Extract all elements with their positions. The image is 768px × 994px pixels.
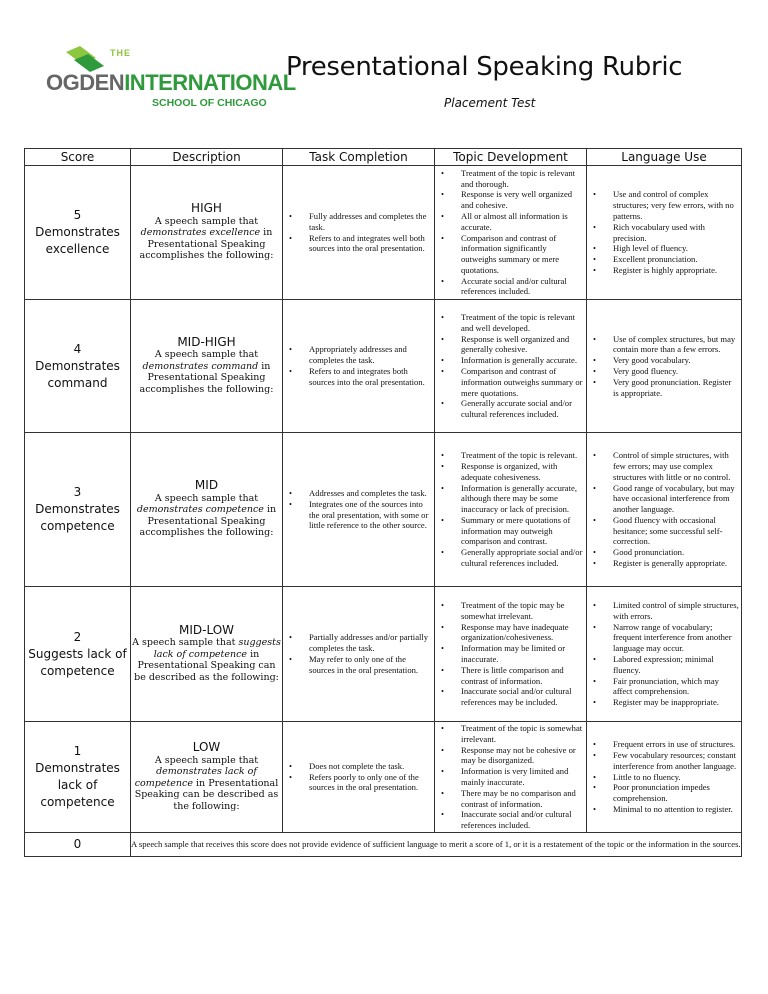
score-number: 4: [73, 341, 82, 356]
desc-text: in Presentational Speaking can be described as the following:: [134, 777, 279, 812]
list-item: • Labored expression; minimal fluency.: [613, 654, 739, 676]
list-item: • Good range of vocabulary, but may have occasional interference from another language.: [613, 483, 739, 515]
score-number: 5: [73, 208, 82, 222]
score-cell: [25, 300, 131, 433]
header-topic-development: Topic Development: [435, 149, 587, 166]
table-row: [25, 300, 742, 433]
desc-text: in Presentational Speaking accomplishes the following:: [139, 360, 274, 395]
score-number: 3: [73, 485, 82, 499]
list-item: • Register is generally appropriate.: [613, 558, 739, 569]
description-cell: [131, 433, 283, 587]
list-item: • Very good fluency.: [613, 366, 739, 377]
list-item: • Generally appropriate social and/or cultural references included.: [461, 547, 584, 569]
header-language-use: Language Use: [587, 149, 742, 166]
desc-text: in Presentational Speaking can be described as the following:: [134, 648, 279, 683]
task-completion-cell: [283, 166, 435, 300]
zero-score-description: A speech sample that receives this score does not provide evidence of sufficient language to merit a score of 1, or it is a restatement of the topic or the information in the sources.: [131, 833, 742, 857]
desc-text: in Presentational Speaking accomplishes the following:: [139, 227, 274, 262]
list-item: • Accurate social and/or cultural references included.: [461, 276, 584, 298]
score-label: Suggests lack of competence: [28, 646, 127, 678]
level-label: MID: [194, 478, 219, 493]
list-item: • Fully addresses and completes the task.: [309, 211, 432, 233]
list-item: • Control of simple structures, with few errors; may use complex structures with little or no control.: [613, 450, 739, 482]
rubric-table: [24, 148, 742, 857]
list-item: • Excellent pronunciation.: [613, 254, 739, 265]
list-item: • Information is generally accurate, although there may be some inaccuracy or lack of precision.: [461, 483, 584, 515]
language-use-cell: [587, 433, 742, 587]
list-item: • Minimal to no attention to register.: [613, 804, 739, 815]
header-row: [25, 149, 742, 166]
score-number: 2: [73, 629, 82, 644]
table-row: [25, 833, 742, 857]
desc-text: A speech sample that: [154, 215, 259, 227]
list-item: • Use and control of complex structures; very few errors, with no patterns.: [613, 189, 739, 221]
logo-international: INTERNATIONAL: [124, 70, 296, 95]
list-item: • Generally accurate social and/or cultural references included.: [461, 398, 584, 420]
list-item: • Comparison and contrast of information outweighs summary or mere quotations.: [461, 366, 584, 398]
list-item: • Register is highly appropriate.: [613, 265, 739, 276]
topic-development-cell: [435, 166, 587, 300]
table-row: [25, 587, 742, 722]
logo-wordmark: [46, 70, 296, 96]
list-item: • Rich vocabulary used with precision.: [613, 222, 739, 244]
logo-ogden: OGDEN: [46, 70, 125, 95]
list-item: • Fair pronunciation, which may affect comprehension.: [613, 676, 739, 698]
list-item: • Comparison and contrast of information significantly outweighs summary or mere quotations.: [461, 233, 584, 276]
list-item: • Response may have inadequate organization/cohesiveness.: [461, 622, 584, 644]
list-item: • Poor pronunciation impedes comprehension.: [613, 782, 739, 804]
task-completion-cell: [283, 722, 435, 833]
list-item: • Narrow range of vocabulary; frequent interference from another language may occur.: [613, 622, 739, 654]
list-item: • Information is very limited and mainly inaccurate.: [461, 766, 584, 788]
desc-emphasis: demonstrates competence: [136, 504, 264, 516]
list-item: • Inaccurate social and/or cultural references may be included.: [461, 686, 584, 708]
list-item: • Few vocabulary resources; constant interference from another language.: [613, 750, 739, 772]
list-item: • Inaccurate social and/or cultural references included.: [461, 809, 584, 831]
list-item: • Little to no fluency.: [613, 772, 739, 783]
score-cell: [25, 833, 131, 857]
page-subtitle: Placement Test: [444, 96, 536, 110]
list-item: • Frequent errors in use of structures.: [613, 739, 739, 750]
list-item: • Treatment of the topic is relevant and thorough.: [461, 168, 584, 190]
task-completion-cell: [283, 587, 435, 722]
list-item: • Very good vocabulary.: [613, 355, 739, 366]
desc-emphasis: demonstrates command: [142, 360, 259, 372]
page-title: Presentational Speaking Rubric: [286, 52, 683, 82]
list-item: • Use of complex structures, but may contain more than a few errors.: [613, 334, 739, 356]
list-item: • Limited control of simple structures, with errors.: [613, 600, 739, 622]
list-item: • Treatment of the topic is somewhat irrelevant.: [461, 723, 584, 745]
score-label: Demonstrates excellence: [35, 225, 120, 256]
desc-text: A speech sample that: [154, 492, 259, 504]
list-item: • Refers to and integrates both sources into the oral presentation.: [309, 366, 432, 388]
task-completion-cell: [283, 433, 435, 587]
table-row: [25, 433, 742, 587]
list-item: • Response may not be cohesive or may be disorganized.: [461, 745, 584, 767]
score-label: Demonstrates command: [35, 358, 120, 390]
language-use-cell: [587, 587, 742, 722]
list-item: • May refer to only one of the sources in the oral presentation.: [309, 654, 432, 676]
list-item: • Information is generally accurate.: [461, 355, 584, 366]
desc-emphasis: demonstrates lack of competence: [134, 766, 257, 789]
list-item: • Addresses and completes the task.: [309, 488, 432, 499]
list-item: • Treatment of the topic is relevant.: [461, 450, 584, 461]
list-item: • Response is well organized and generally cohesive.: [461, 334, 584, 356]
list-item: • There may be no comparison and contrast of information.: [461, 788, 584, 810]
score-cell: [25, 166, 131, 300]
language-use-cell: [587, 300, 742, 433]
list-item: • Response is organized, with adequate cohesiveness.: [461, 461, 584, 483]
list-item: • Summary or mere quotations of information may outweigh comparison and contrast.: [461, 515, 584, 547]
header-task-completion: Task Completion: [283, 149, 435, 166]
score-label: Demonstrates competence: [35, 502, 120, 533]
language-use-cell: [587, 166, 742, 300]
description-cell: [131, 166, 283, 300]
logo-school: SCHOOL OF CHICAGO: [152, 97, 267, 109]
score-cell: [25, 433, 131, 587]
task-completion-cell: [283, 300, 435, 433]
list-item: • Appropriately addresses and completes the task.: [309, 344, 432, 366]
list-item: • Register may be inappropriate.: [613, 697, 739, 708]
desc-text: in Presentational Speaking accomplishes the following:: [139, 504, 277, 539]
level-label: MID-HIGH: [177, 334, 236, 349]
school-logo: [46, 46, 296, 116]
table-row: [25, 722, 742, 833]
list-item: • Response is very well organized and cohesive.: [461, 189, 584, 211]
table-row: [25, 166, 742, 300]
list-item: • Does not complete the task.: [309, 761, 432, 772]
list-item: • There is little comparison and contrast of information.: [461, 665, 584, 687]
desc-text: A speech sample that: [132, 637, 239, 649]
desc-emphasis: demonstrates excellence: [140, 227, 261, 239]
desc-text: A speech sample that: [154, 754, 259, 766]
list-item: • All or almost all information is accurate.: [461, 211, 584, 233]
topic-development-cell: [435, 300, 587, 433]
description-cell: [131, 722, 283, 833]
list-item: • Partially addresses and/or partially completes the task.: [309, 632, 432, 654]
topic-development-cell: [435, 587, 587, 722]
score-number: 0: [73, 837, 82, 851]
description-cell: [131, 587, 283, 722]
header-description: Description: [131, 149, 283, 166]
language-use-cell: [587, 722, 742, 833]
level-label: HIGH: [191, 201, 222, 216]
topic-development-cell: [435, 433, 587, 587]
score-cell: [25, 587, 131, 722]
list-item: • Integrates one of the sources into the oral presentation, with some or little reference to the other source.: [309, 499, 432, 531]
score-cell: [25, 722, 131, 833]
list-item: • Refers to and integrates well both sources into the oral presentation.: [309, 233, 432, 255]
header-score: Score: [25, 149, 131, 166]
list-item: • Very good pronunciation. Register is appropriate.: [613, 377, 739, 399]
score-number: 1: [73, 744, 82, 758]
list-item: • Good fluency with occasional hesitance; some successful self-correction.: [613, 515, 739, 547]
level-label: LOW: [192, 740, 221, 754]
list-item: • Treatment of the topic may be somewhat irrelevant.: [461, 600, 584, 622]
list-item: • Refers poorly to only one of the sources in the oral presentation.: [309, 772, 432, 794]
list-item: • Good pronunciation.: [613, 547, 739, 558]
logo-the: THE: [110, 48, 131, 58]
topic-development-cell: [435, 722, 587, 833]
level-label: MID-LOW: [178, 622, 235, 637]
description-cell: [131, 300, 283, 433]
desc-emphasis: suggests lack of competence: [153, 637, 281, 660]
list-item: • Information may be limited or inaccurate.: [461, 643, 584, 665]
score-label: Demonstrates lack of competence: [35, 761, 120, 809]
list-item: • High level of fluency.: [613, 243, 739, 254]
desc-text: A speech sample that: [154, 349, 259, 361]
list-item: • Treatment of the topic is relevant and well developed.: [461, 312, 584, 334]
